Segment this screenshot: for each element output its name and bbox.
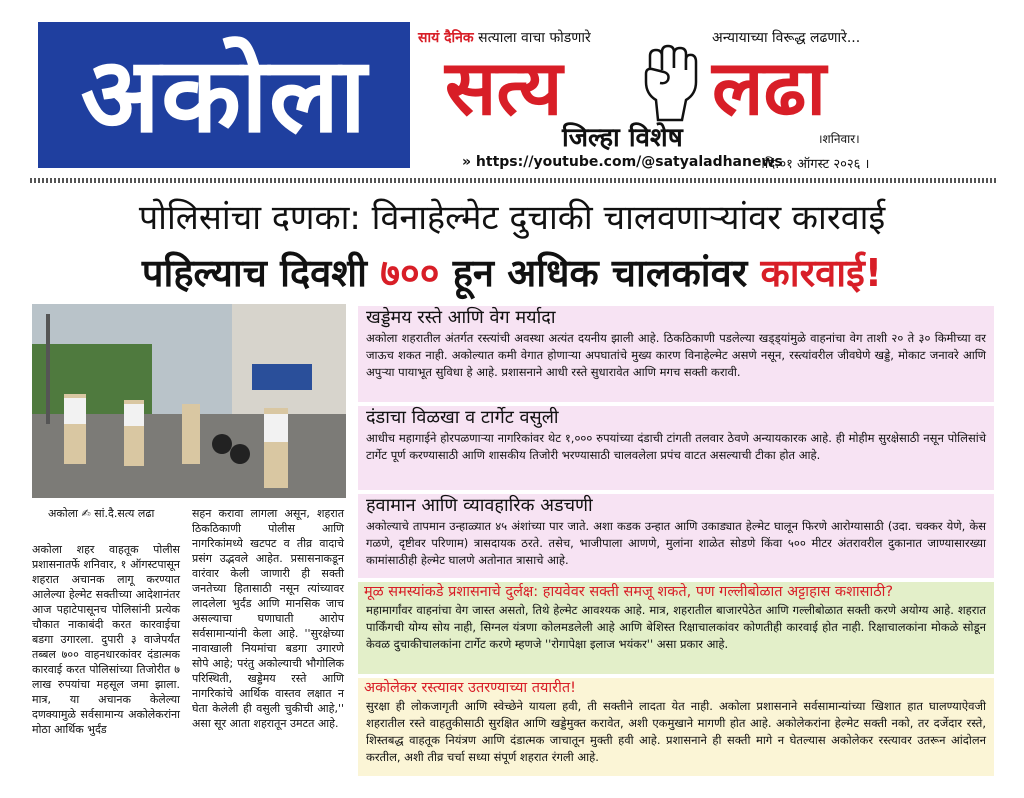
masthead-divider (30, 178, 996, 183)
byline-source: सां.दै.सत्य लढा (94, 507, 155, 520)
brand-word-left: सत्य (445, 43, 563, 132)
article-column-2: सहन करावा लागला असून, शहरात ठिकठिकाणी पोलीस आणि नागरिकांमध्ये खटपट व तीव्र वादाचे प्रसंग उद्भवले आहेत. प्रसासनाकडून वारंवार केली जाणारी ही सक्ती जनतेच्या हितासाठी नसून त्यांच्यावर लादलेला भुर्दंड आणि मानसिक जाच असल्याचा घणाघाती आरोप सर्वसामान्यांनी केला आहे. ''सुरक्षेच्या नावाखाली नियमांचा बडगा उगारणे सोपे आहे; परंतु अकोल्याची भौगोलिक परिस्थिती, खड्डेमय रस्ते आणि नागरिकांचे आर्थिक वास्तव लक्षात न घेता केलेली ही वसुली चुकीची आहे,'' असा सूर आता शहरातून उमटत आहे. (192, 507, 344, 730)
section-body: अकोल्याचे तापमान उन्हाळ्यात ४५ अंशांच्या पार जाते. अशा कडक उन्हात आणि उकाड्यात हेल्मेट घालून फिरणे आरोग्यासाठी (उदा. चक्कर येणे, केस गळणे, दृष्टीवर परिणाम) त्रासदायक ठरते. तसेच, भाजीपाला आणणे, मुलांना शाळेत सोडणे किंवा ५०० मीटर अंतरावरील दुकानात जाण्यासारख्या कामांसाठीही हेल्मेट घालणे अतोनात त्रासाचे आहे. (366, 519, 986, 567)
section-heading: खड्डेमय रस्ते आणि वेग मर्यादा (366, 307, 556, 328)
byline-place: अकोला (48, 507, 79, 520)
section-protest (358, 678, 994, 776)
section-heading: हवामान आणि व्यावहारिक अडचणी (366, 495, 593, 516)
issue-date: ।दि.०१ ऑगस्ट २०२६ । (760, 157, 870, 172)
edition-label: जिल्हा विशेष (562, 123, 683, 153)
article-column-1: अकोला शहर वाहतूक पोलीस प्रशासनातर्फे शनिवार, १ ऑगस्टपासून शहरात अचानक लागू करण्यात आलेल्या हेल्मेट सक्तीच्या आदेशानंतर आज पहाटेपासूनच पोलिसांनी प्रत्येक चौकात नाकाबंदी करत कारवाईचा बडगा उगारला. दुपारी ३ वाजेपर्यंत तब्बल ७०० वाहनधारकांवर दंडात्मक कारवाई करत पोलिसांच्या तिजोरीत ७ लाख रुपयांचा महसूल जमा झाला. मात्र, या अचानक केलेल्या दणक्यामुळे सर्वसामान्य अकोलेकरांना मोठा आर्थिक भुर्दंड (32, 543, 180, 736)
headline-secondary (0, 248, 1024, 298)
headline-action: कारवाई! (760, 251, 883, 295)
youtube-link[interactable] (462, 154, 783, 170)
tagline-right: अन्यायाच्या विरूद्ध लढणारे... (712, 30, 861, 46)
section-body: सुरक्षा ही लोकजागृती आणि स्वेच्छेने यायला हवी, ती सक्तीने लादता येत नाही. अकोला प्रशासनाने सर्वसामान्यांच्या खिशात हात घालण्याऐवजी शहरातील रस्ते वाहतुकीसाठी सुरक्षित आणि खड्डेमुक्त करावेत, अशी एकमुखाने मागणी होत आहे. अकोलेकरांना हेल्मेट सक्ती नको, तर दर्जेदार रस्ते, शिस्तबद्ध वाहतूक नियंत्रण आणि दंडात्मक जाचातून मुक्ती हवी आहे. प्रशासनाने ही सक्ती मागे न घेतल्यास अकोलेकर रस्त्यावर उतरून आंदोलन करतील, अशी तीव्र चर्चा सध्या संपूर्ण शहरात रंगली आहे. (366, 699, 986, 764)
weekday-label: ।शनिवार। (818, 132, 860, 146)
news-photo (32, 304, 346, 498)
headline-count: ७०० (380, 251, 440, 295)
youtube-url: https://youtube.com/@satyaladhanews (475, 154, 783, 170)
section-roads (358, 306, 994, 402)
section-body: अकोला शहरातील अंतर्गत रस्त्यांची अवस्था अत्यंत दयनीय झाली आहे. ठिकठिकाणी पडलेल्या खड्ड्यांमुळे वाहनांचा वेग ताशी २० ते ३० किमीच्या वर जाऊच शकत नाही. अकोल्यात कमी वेगात होणाऱ्या अपघातांचे मुख्य कारण विनाहेल्मेट असणे नसून, रस्त्यांवरील जीवघेणे खड्डे, मोकाट जनावरे आणि अपुऱ्या पायाभूत सुविधा हे आहे. प्रशासनाने आधी रस्ते सुधारावेत आणि मगच सक्ती करावी. (366, 331, 986, 379)
section-body: आधीच महागाईने होरपळणाऱ्या नागरिकांवर थेट १,००० रुपयांच्या दंडाची टांगती तलवार ठेवणे अन्यायकारक आहे. ही मोहीम सुरक्षेसाठी नसून पोलिसांचे टार्गेट पूर्ण करण्यासाठी आणि शासकीय तिजोरी भरण्यासाठी चालवलेला प्रपंच वाटत असल्याची टीका होत आहे. (366, 431, 986, 462)
section-fines (358, 406, 994, 490)
headline-part-2: हून अधिक चालकांवर (452, 251, 748, 295)
headline-primary: पोलिसांचा दणका: विनाहेल्मेट दुचाकी चालवणाऱ्यांवर कारवाई (138, 198, 886, 238)
pen-icon: ✍ (81, 507, 91, 520)
section-heading: मूळ समस्यांकडे प्रशासनाचे दुर्लक्ष: हायवेवर सक्ती समजू शकते, पण गल्लीबोळात अट्टाहास कशासाठी? (364, 584, 894, 600)
section-body: महामार्गांवर वाहनांचा वेग जास्त असतो, तिथे हेल्मेट आवश्यक आहे. मात्र, शहरातील बाजारपेठेत आणि गल्लीबोळात सक्ती करणे अयोग्य आहे. शहरात पार्किंगची योग्य सोय नाही, सिग्नल यंत्रणा कोलमडलेली आहे आणि बेशिस्त रिक्षाचालकांवर कोणतीही कारवाई होत नाही. रिक्षाचालकांना मोकळे सोडून केवळ दुचाकीचालकांना टार्गेट करणे म्हणजे ''रोगापेक्षा इलाज भयंकर'' असा प्रकार आहे. (366, 603, 986, 651)
double-chevron-icon: » (462, 154, 472, 170)
tagline-left-text: सत्याला वाचा फोडणारे (478, 30, 591, 46)
section-heading: अकोलेकर रस्त्यावर उतरण्याच्या तयारीत! (364, 680, 576, 696)
tagline-prefix: सायं दैनिक (418, 30, 474, 46)
raised-fist-icon (638, 42, 702, 122)
masthead-city: अकोला (80, 34, 368, 156)
section-admin-neglect (358, 582, 994, 674)
brand-word-right: लढा (712, 43, 826, 132)
section-weather (358, 494, 994, 578)
headline-part-1: पहिल्याच दिवशी (141, 251, 367, 295)
section-heading: दंडाचा विळखा व टार्गेट वसुली (366, 407, 559, 428)
byline (48, 506, 154, 521)
